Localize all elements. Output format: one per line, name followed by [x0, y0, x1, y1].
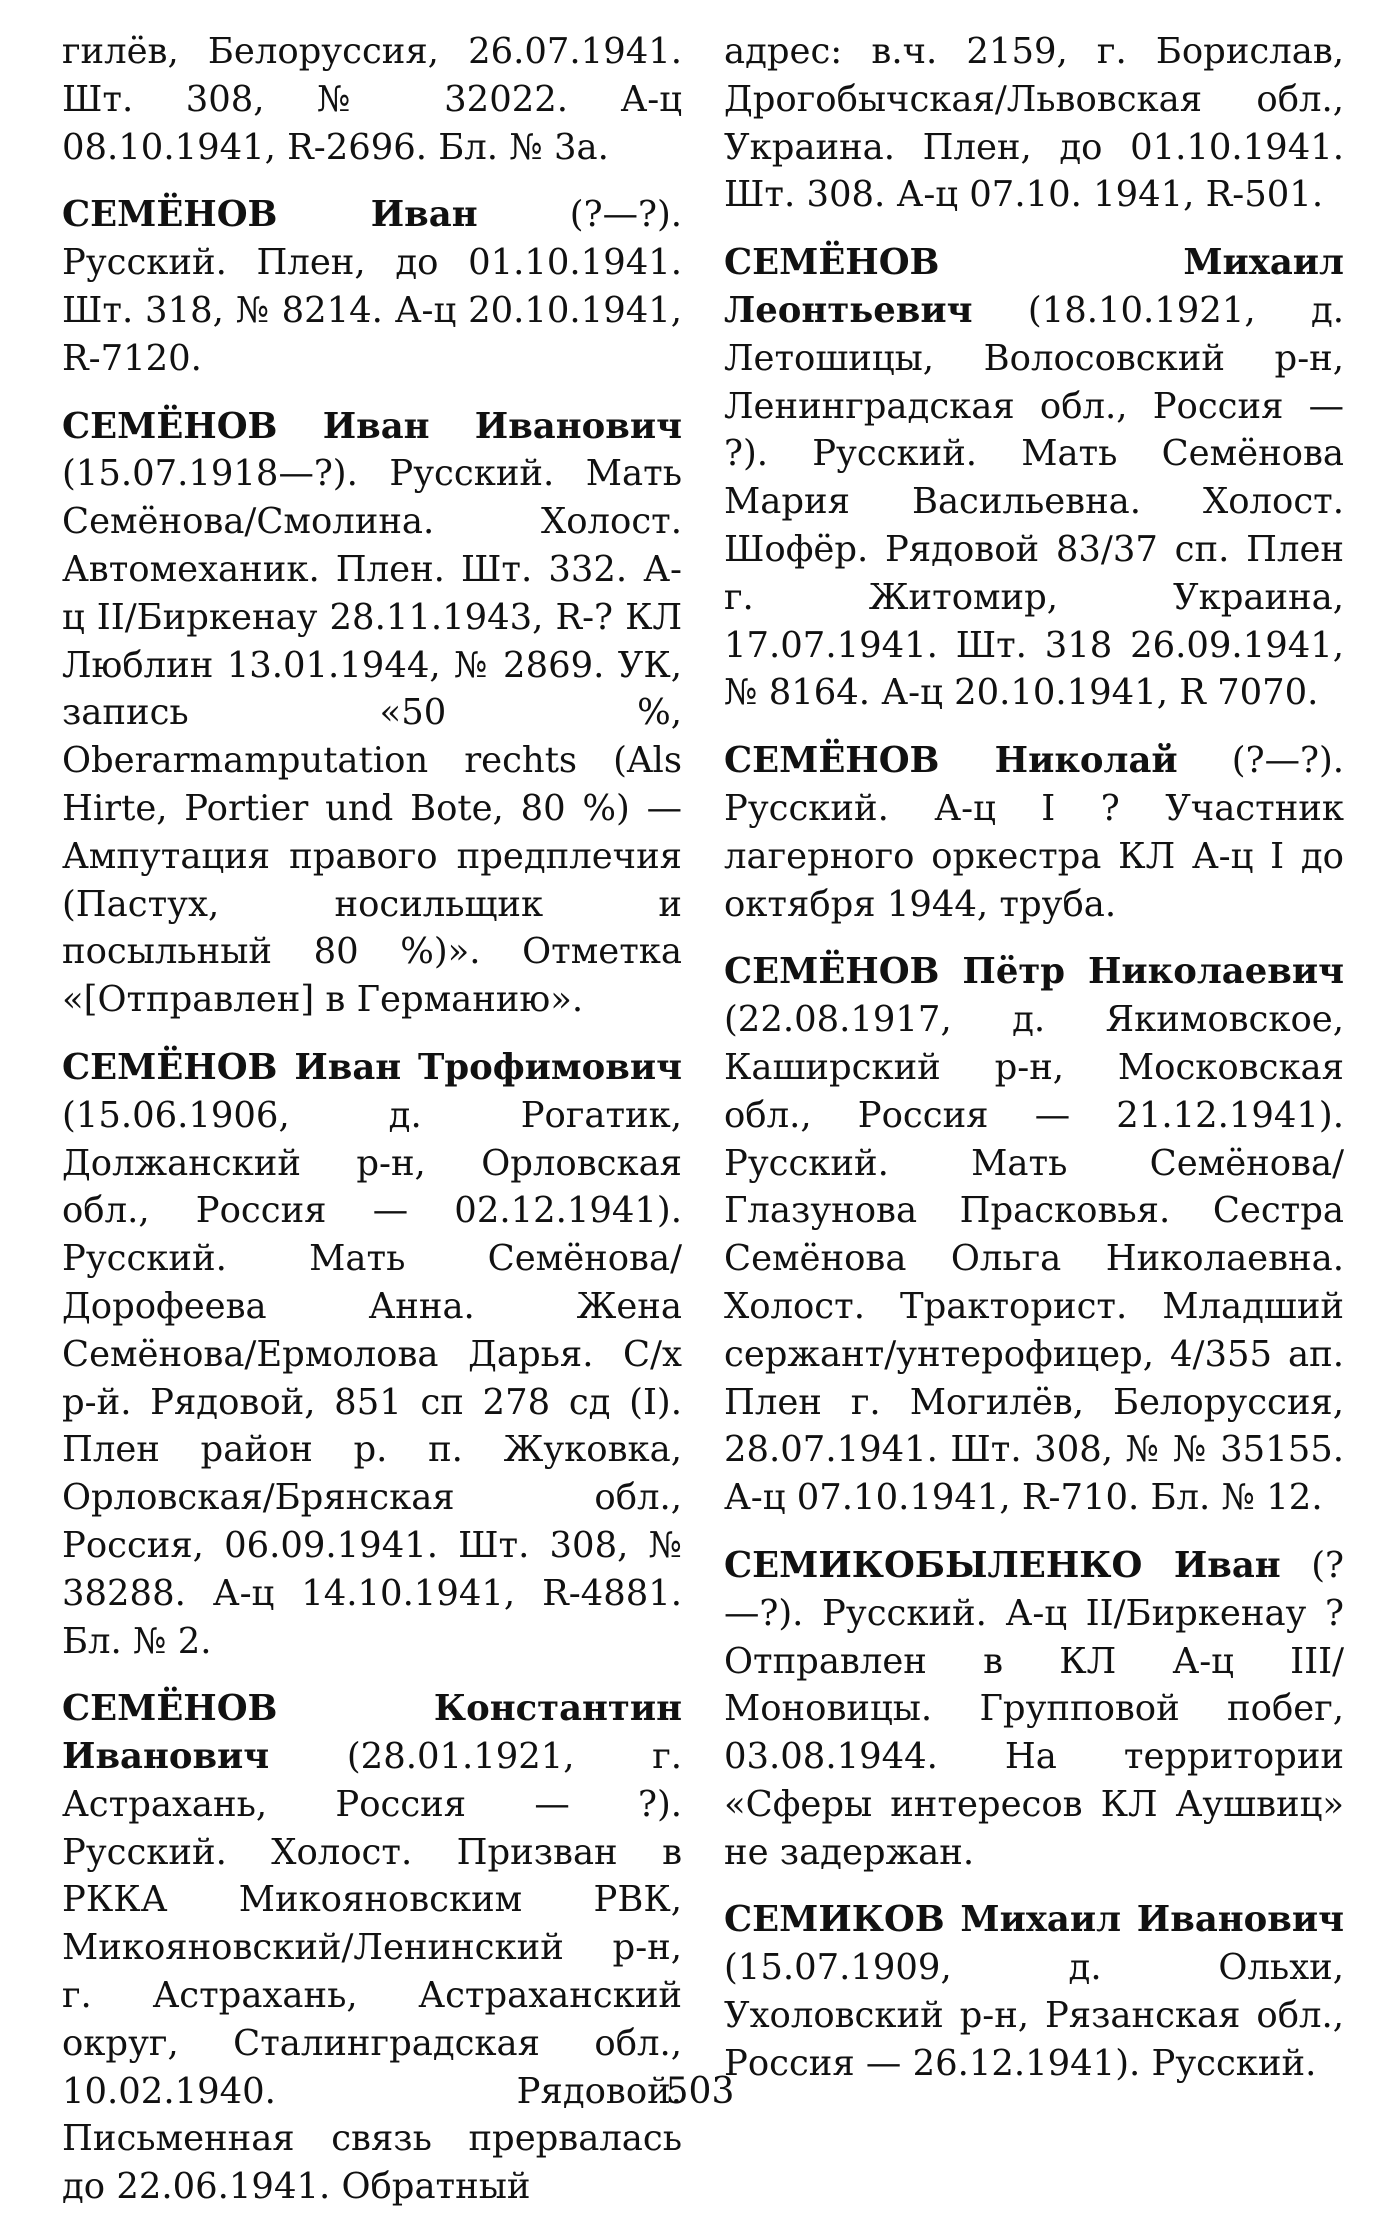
entry-heading: СЕМИКОВ Михаил Иванович: [724, 1899, 1344, 1941]
entry-heading: СЕМИКОБЫЛЕНКО Иван: [724, 1544, 1281, 1586]
entry-heading: СЕМЁНОВ Иван: [62, 194, 478, 236]
entry-semenov-petr-nikolaevich: СЕМЁНОВ Пётр Николаевич (22.08.1917, д. Якимовское, Каширский р-н, Московская обл., Россия — 21.12.1941). Русский. Мать Семёнова/Глазунова Прасковья. Сестра Семёнова Ольга Николаевна. Холост. Тракторист. Младший сержант/унтерофицер, 4/355 ап. Плен г. Могилёв, Белоруссия, 28.07.1941. Шт. 308, № № 35155. А-ц 07.10.1941, R-710. Бл. № 12.: [724, 951, 1344, 1519]
entry-semenov-ivan-trofimovich: СЕМЁНОВ Иван Трофимович (15.06.1906, д. Рогатик, Должанский р-н, Орловская обл., Россия — 02.12.1941). Русский. Мать Семёнова/Дорофеева Анна. Жена Семёнова/Ермолова Дарья. С/х р-й. Рядовой, 851 сп 278 сд (I). Плен район р. п. Жуковка, Орловская/Брянская обл., Россия, 06.09.1941. Шт. 308, № 38288. А-ц 14.10.1941, R-4881. Бл. № 2.: [62, 1046, 682, 1662]
entry-semikov-mikhail-ivanovich: СЕМИКОВ Михаил Иванович (15.07.1909, д. Ольхи, Ухоловский р-н, Рязанская обл., Россия — 26.12.1941). Русский.: [724, 1899, 1344, 2084]
entry-heading: СЕМЁНОВ Иван Иванович: [62, 405, 682, 447]
entry-heading: СЕМЁНОВ Пётр Николаевич: [724, 951, 1344, 993]
entry-heading: СЕМЁНОВ Константин Иванович: [62, 1688, 682, 1778]
entry-semenov-nikolai: СЕМЁНОВ Николай (?—?). Русский. А-ц I ? Участник лагерного оркестра КЛ А-ц I до октября 1944, труба.: [724, 740, 1345, 925]
entry-semenov-mikhail-leontievich: СЕМЁНОВ Михаил Леонтьевич (18.10.1921, д. Летошицы, Волосовский р-н, Ленинградская обл., Россия — ?). Русский. Мать Семёнова Мария Васильевна. Холост. Шофёр. Рядовой 83/37 сп. Плен г. Житомир, Украина, 17.07.1941. Шт. 318 26.09.1941, № 8164. А-ц 20.10.1941, R 7070.: [724, 242, 1344, 714]
entry-semikobylenko-ivan: СЕМИКОБЫЛЕНКО Иван (?—?). Русский. А-ц II/Биркенау ? Отправлен в КЛ А-ц III/Моновицы. Групповой побег, 03.08.1944. На территории «Сферы интересов КЛ Аушвиц» не задержан.: [724, 1544, 1344, 1873]
entry-continuation: адрес: в.ч. 2159, г. Борислав, Дрогобычская/Львовская обл., Украина. Плен, до 01.10.1941. Шт. 308. А-ц 07.10. 1941, R-501.: [724, 31, 1344, 216]
entry-heading: СЕМЁНОВ Иван Трофимович: [62, 1046, 682, 1088]
entry-heading: СЕМЁНОВ Николай: [724, 740, 1178, 782]
entry-heading: СЕМЁНОВ Михаил Леонтьевич: [724, 242, 1344, 331]
left-column: [62, 28, 682, 2231]
entry-semenov-ivan: СЕМЁНОВ Иван (?—?). Русский. Плен, до 01.10.1941. Шт. 318, № 8214. А-ц 20.10.1941, R-7120.: [62, 194, 683, 379]
entry-continuation: гилёв, Белоруссия, 26.07.1941. Шт. 308, № 32022. А-ц 08.10.1941, R-2696. Бл. № 3а.: [62, 31, 682, 168]
entry-semenov-ivan-ivanovich: СЕМЁНОВ Иван Иванович (15.07.1918—?). Русский. Мать Семёнова/Смолина. Холост. Автомеханик. Плен. Шт. 332. А-ц II/Биркенау 28.11.1943, R-? КЛ Люблин 13.01.1944, № 2869. УК, запись «50 %, Oberarmamputation rechts (Als Hirte, Portier und Bote, 80 %) — Ампутация правого предплечия (Пастух, носильщик и посыльный 80 %)». Отметка «[Отправлен] в Германию».: [62, 405, 682, 1021]
entry-semenov-konstantin-ivanovich: СЕМЁНОВ Константин Иванович (28.01.1921, г. Астрахань, Россия — ?). Русский. Холост. Призван в РККА Микояновским РВК, Микояновский/Ленинский р-н, г. Астрахань, Астраханский округ, Сталинградская обл., 10.02.1940. Рядовой. Письменная связь прервалась до 22.06.1941. Обратный: [62, 1688, 682, 2208]
page-number: 503: [665, 2071, 735, 2112]
right-column: [724, 28, 1344, 2108]
